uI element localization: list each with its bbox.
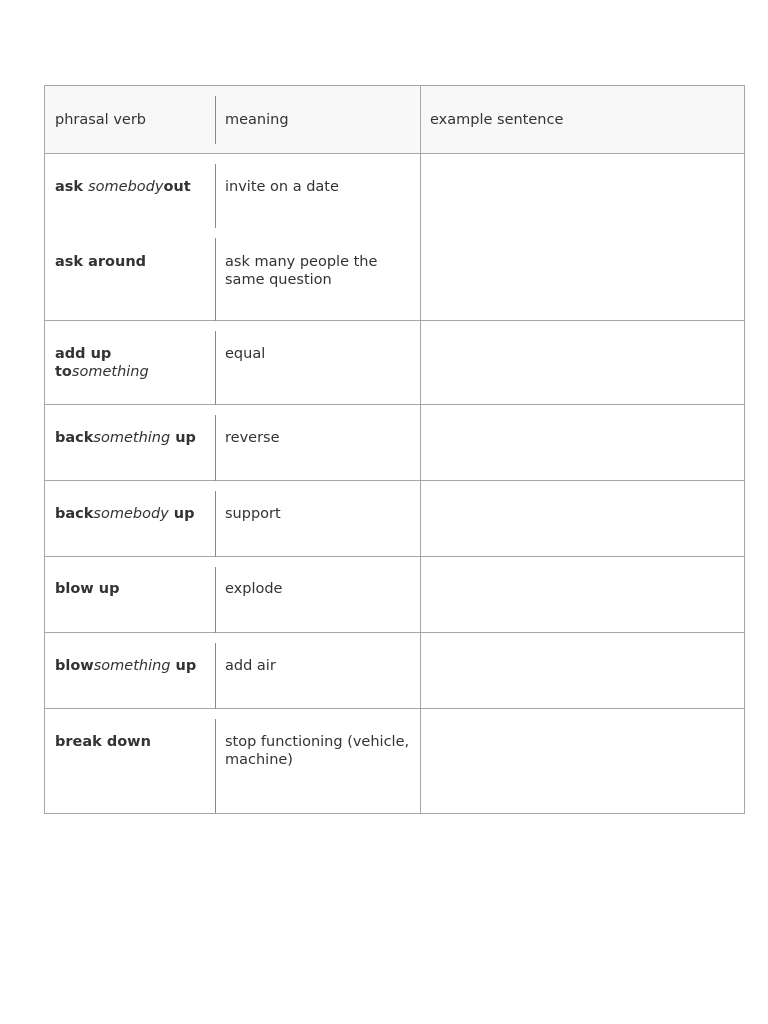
phrasal-verb-part: ask around: [55, 254, 147, 270]
table-row: [45, 405, 744, 481]
meaning-cell: ask many people the same question: [225, 254, 378, 288]
table-row: [45, 633, 744, 709]
phrasal-verb-cell: [55, 657, 210, 675]
phrasal-verb-cell: [55, 580, 210, 598]
table-header-row: [45, 86, 744, 154]
phrasal-verb-part: somebody: [88, 179, 164, 195]
phrasal-verb-part: blow: [55, 658, 94, 674]
phrasal-verb-cell: [55, 429, 210, 447]
table-row-group: [45, 154, 744, 321]
phrasal-verb-part: somebody: [93, 506, 169, 522]
meaning-cell: support: [225, 506, 281, 522]
meaning-cell: add air: [225, 658, 276, 674]
phrasal-verb-table: [44, 85, 745, 814]
meaning-cell: reverse: [225, 430, 280, 446]
phrasal-verb-part: break down: [55, 734, 151, 750]
phrasal-verb-cell: [55, 505, 210, 523]
phrasal-verb-part: back: [55, 506, 94, 522]
header-example-sentence: example sentence: [430, 112, 564, 128]
table-row: [45, 481, 744, 557]
phrasal-verb-part: up: [168, 506, 195, 522]
table-row: [45, 709, 744, 813]
header-meaning: meaning: [225, 112, 289, 128]
phrasal-verb-part: blow up: [55, 581, 120, 597]
phrasal-verb-part: out: [163, 179, 191, 195]
phrasal-verb-part: ask: [55, 179, 89, 195]
table-row: [45, 557, 744, 633]
meaning-cell: equal: [225, 346, 266, 362]
phrasal-verb-part: add up to: [55, 346, 112, 380]
phrasal-verb-part: something: [71, 364, 149, 380]
header-phrasal-verb: phrasal verb: [55, 112, 146, 128]
phrasal-verb-cell: [55, 345, 165, 381]
meaning-cell: stop functioning (vehicle, machine): [225, 734, 410, 768]
phrasal-verb-part: something: [93, 430, 171, 446]
meaning-cell: invite on a date: [225, 179, 339, 195]
phrasal-verb-cell: [55, 253, 210, 271]
phrasal-verb-part: back: [55, 430, 94, 446]
phrasal-verb-part: up: [170, 658, 197, 674]
phrasal-verb-part: up: [170, 430, 196, 446]
phrasal-verb-cell: [55, 733, 210, 751]
meaning-cell: explode: [225, 581, 283, 597]
phrasal-verb-part: something: [93, 658, 171, 674]
table-row: [45, 321, 744, 405]
phrasal-verb-cell: [55, 178, 210, 196]
